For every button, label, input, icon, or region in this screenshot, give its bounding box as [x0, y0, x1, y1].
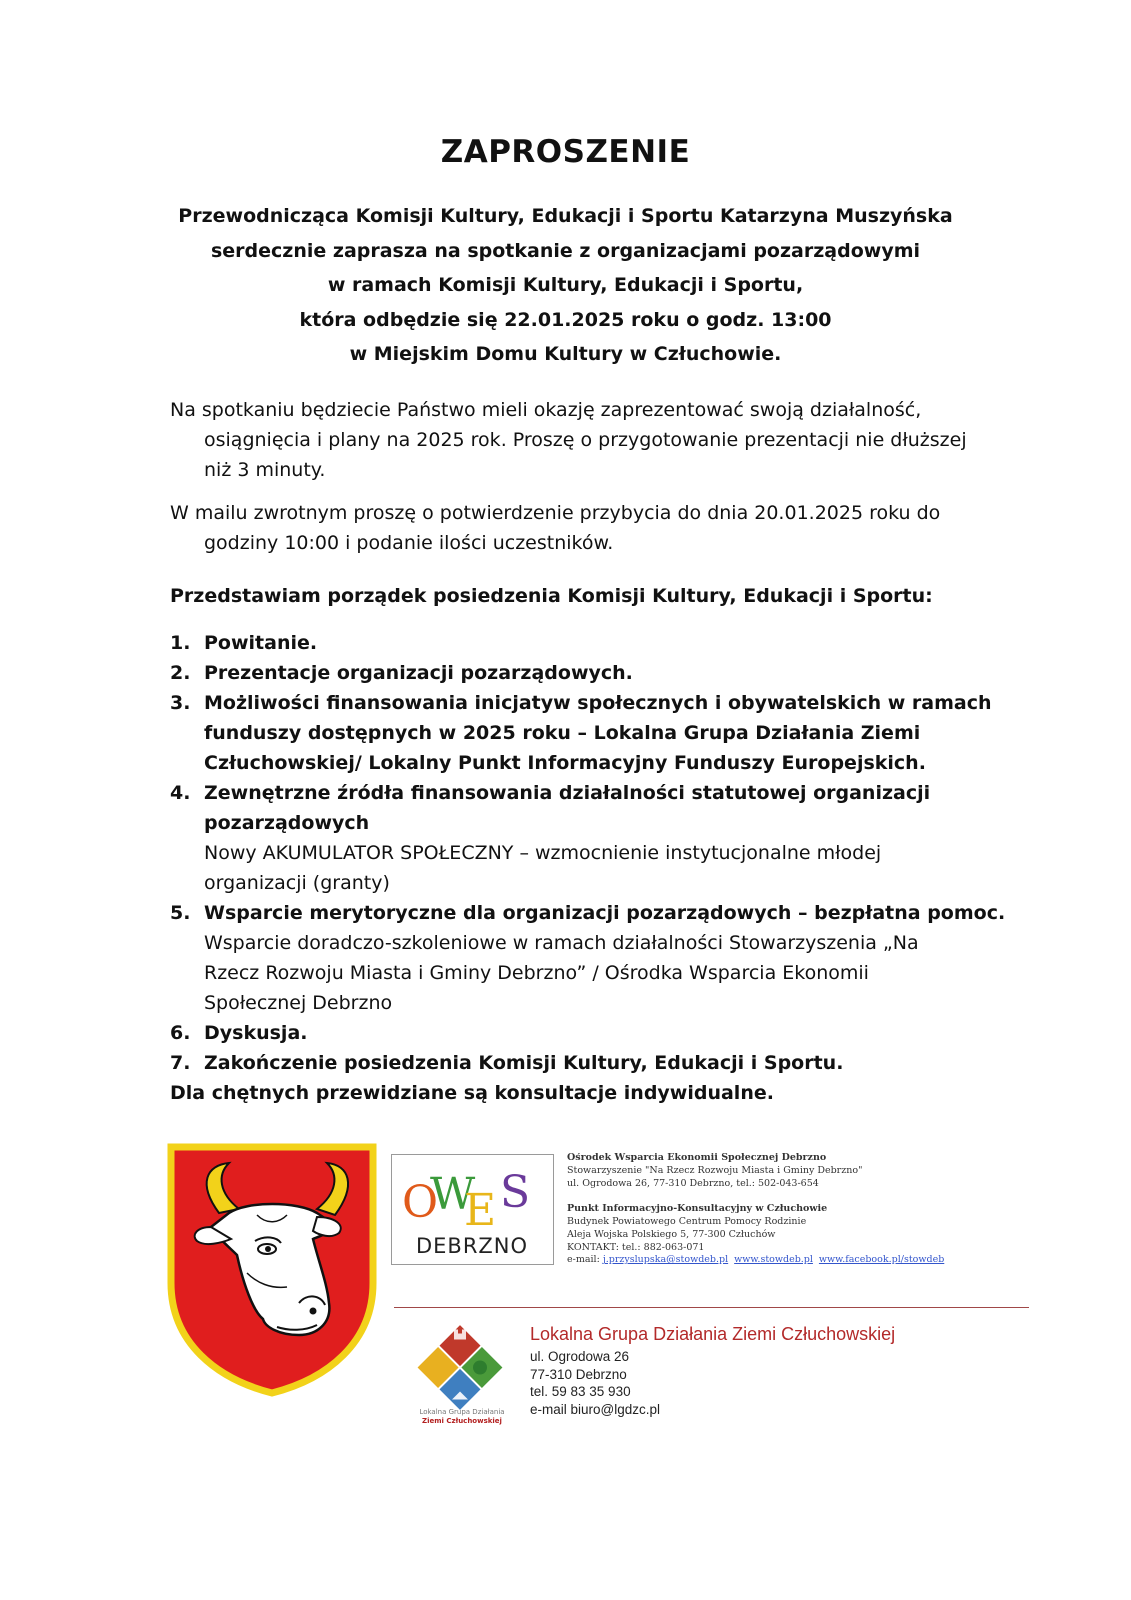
agenda-item-number: 5.: [170, 902, 191, 924]
paragraph-line: W mailu zwrotnym proszę o potwierdzenie przybycia do dnia 20.01.2025 roku do: [170, 502, 941, 524]
owes-logo-word: DEBRZNO: [415, 1234, 529, 1258]
owes-contact-line: ul. Ogrodowa 26, 77-310 Debrzno, tel.: 502-043-654: [567, 1177, 819, 1189]
owes-email-link[interactable]: j.przyslupska@stowdeb.pl: [602, 1254, 729, 1266]
agenda-item: [170, 1048, 1000, 1078]
agenda-item-number: 1.: [170, 632, 191, 654]
intro-block: [0, 199, 1131, 372]
owes-letter-s: S: [500, 1167, 531, 1218]
agenda-item-detail-line: Wsparcie doradczo-szkoleniowe w ramach działalności Stowarzyszenia „Na: [204, 932, 919, 954]
agenda-heading: Przedstawiam porządek posiedzenia Komisji Kultury, Edukacji i Sportu:: [170, 585, 933, 607]
agenda-list: [170, 628, 1006, 1078]
intro-line: w Miejskim Domu Kultury w Człuchowie.: [349, 343, 782, 365]
agenda-item-title-line: Człuchowskiej/ Lokalny Punkt Informacyjny Funduszy Europejskich.: [204, 752, 926, 774]
lgd-address-line: e-mail biuro@lgdzc.pl: [530, 1401, 661, 1417]
agenda-item: [170, 688, 1000, 778]
lgd-address: [530, 1348, 660, 1418]
footer-divider: [394, 1307, 1029, 1308]
intro-line: serdecznie zaprasza na spotkanie z organizacjami pozarządowymi: [210, 239, 921, 262]
agenda-item-title-line: Dyskusja.: [204, 1022, 308, 1044]
owes-contact-line: Punkt Informacyjno-Konsultacyjny w Człuchowie: [567, 1203, 828, 1215]
lgd-logo: [410, 1315, 510, 1420]
lgd-address-line: ul. Ogrodowa 26: [530, 1349, 630, 1364]
agenda-item-number: 3.: [170, 692, 191, 714]
lgd-title: Lokalna Grupa Działania Ziemi Człuchowskiej: [530, 1324, 896, 1344]
agenda-item-title-line: Zakończenie posiedzenia Komisji Kultury, Edukacji i Sportu.: [204, 1052, 844, 1074]
agenda-item-number: 4.: [170, 782, 191, 804]
agenda-item-number: 6.: [170, 1022, 191, 1044]
owes-letter-o: O: [402, 1177, 439, 1228]
owes-email-label: e-mail:: [567, 1254, 603, 1266]
agenda-item-detail-line: Rzecz Rozwoju Miasta i Gminy Debrzno” / Ośrodka Wsparcia Ekonomii: [204, 962, 869, 984]
agenda-item-number: 2.: [170, 662, 191, 684]
owes-contact-line: Ośrodek Wsparcia Ekonomii Społecznej Debrzno: [567, 1152, 827, 1163]
paragraph-confirmation: [170, 498, 990, 558]
owes-logo-graphic: [392, 1155, 553, 1264]
document-title: ZAPROSZENIE: [440, 134, 691, 170]
lgd-logo-caption-line: Ziemi Człuchowskiej: [422, 1417, 502, 1425]
paragraph-presentation: [170, 395, 990, 485]
owes-facebook-link[interactable]: www.facebook.pl/stowdeb: [818, 1254, 945, 1266]
lgd-address-line: 77-310 Debrzno: [530, 1366, 627, 1382]
agenda-item: [170, 628, 1000, 658]
agenda-item-title-line: Powitanie.: [204, 632, 318, 654]
owes-letter-e: E: [464, 1185, 497, 1236]
agenda-item-title-line: Prezentacje organizacji pozarządowych.: [204, 662, 633, 684]
intro-line: Przewodnicząca Komisji Kultury, Edukacji i Sportu Katarzyna Muszyńska: [178, 205, 953, 227]
owes-contact-line: Stowarzyszenie "Na Rzecz Rozwoju Miasta i Gminy Debrzno": [567, 1164, 863, 1176]
closing-note: Dla chętnych przewidziane są konsultacje indywidualne.: [170, 1082, 774, 1104]
owes-contact-block: [567, 1152, 950, 1267]
agenda-item: [170, 658, 1000, 688]
agenda-item-detail-line: Nowy AKUMULATOR SPOŁECZNY – wzmocnienie instytucjonalne młodej: [204, 842, 882, 864]
owes-letter-w: W: [430, 1169, 476, 1220]
owes-contact-line: KONTAKT: tel.: 882-063-071: [567, 1241, 705, 1253]
agenda-item: [170, 1018, 1000, 1048]
owes-contact-line: Budynek Powiatowego Centrum Pomocy Rodzinie: [567, 1215, 807, 1227]
agenda-item-title-line: funduszy dostępnych w 2025 roku – Lokalna Grupa Działania Ziemi: [204, 722, 921, 744]
coat-of-arms-logo: [167, 1143, 377, 1397]
paragraph-line: niż 3 minuty.: [204, 459, 326, 481]
agenda-item-title-line: Możliwości finansowania inicjatyw społecznych i obywatelskich w ramach: [204, 692, 992, 714]
owes-website-link[interactable]: www.stowdeb.pl: [734, 1254, 813, 1266]
owes-contact-line: [567, 1190, 950, 1203]
intro-line: która odbędzie się 22.01.2025 roku o godz. 13:00: [299, 308, 832, 331]
lgd-logo-caption-line: Lokalna Grupa Działania: [419, 1408, 505, 1416]
paragraph-line: osiągnięcia i plany na 2025 rok. Proszę o przygotowanie prezentacji nie dłuższej: [204, 429, 967, 451]
paragraph-line: godziny 10:00 i podanie ilości uczestników.: [204, 532, 614, 554]
owes-contact-links: [567, 1254, 950, 1267]
agenda-item-title-line: Zewnętrzne źródła finansowania działalności statutowej organizacji: [204, 782, 931, 804]
agenda-item-detail-line: Społecznej Debrzno: [204, 992, 393, 1014]
agenda-item-number: 7.: [170, 1052, 191, 1074]
lgd-address-line: tel. 59 83 35 930: [530, 1384, 631, 1399]
owes-logo: [391, 1154, 554, 1265]
agenda-item-title-line: pozarządowych: [204, 812, 370, 834]
agenda-item: [170, 898, 1006, 1018]
lgd-logo-caption: [410, 1408, 514, 1426]
agenda-item-detail-line: organizacji (granty): [204, 872, 390, 894]
intro-line: w ramach Komisji Kultury, Edukacji i Sportu,: [327, 274, 804, 296]
paragraph-line: Na spotkaniu będziecie Państwo mieli okazję zaprezentować swoją działalność,: [170, 399, 922, 421]
agenda-item-title-line: Wsparcie merytoryczne dla organizacji pozarządowych – bezpłatna pomoc.: [204, 902, 1006, 924]
owes-contact-line: Aleja Wojska Polskiego 5, 77-300 Człuchów: [567, 1228, 776, 1240]
agenda-item: [170, 778, 1000, 898]
